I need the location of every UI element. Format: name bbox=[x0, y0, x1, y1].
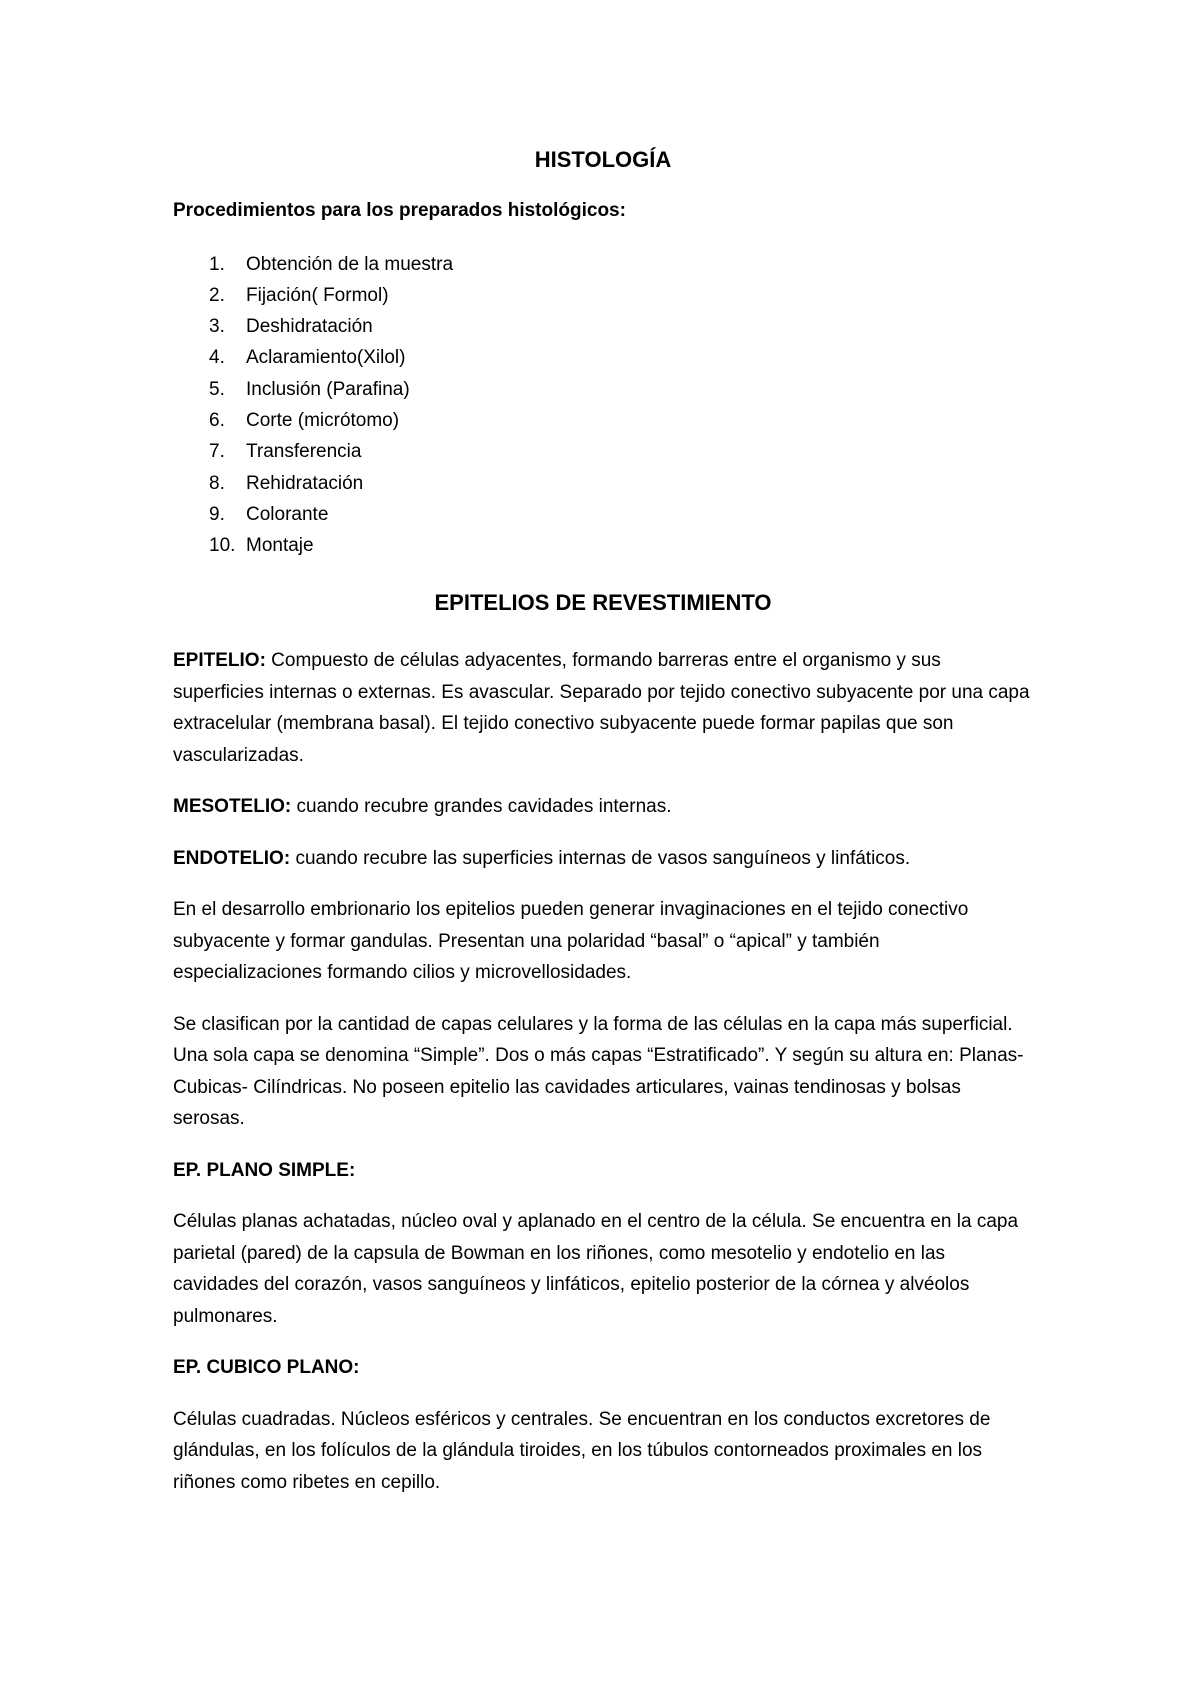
mesotelio-paragraph bbox=[173, 791, 1033, 823]
list-item-number: 4. bbox=[209, 347, 225, 369]
list-item bbox=[173, 436, 1033, 467]
epitelio-paragraph bbox=[173, 645, 1033, 771]
document-page bbox=[173, 140, 1033, 1498]
list-item-number: 2. bbox=[209, 284, 225, 306]
mesotelio-term: MESOTELIO: bbox=[173, 796, 292, 818]
list-item bbox=[173, 374, 1033, 405]
list-item-number: 8. bbox=[209, 472, 225, 494]
list-item bbox=[173, 468, 1033, 499]
list-item bbox=[173, 405, 1033, 436]
list-item-number: 6. bbox=[209, 409, 225, 431]
plano-simple-heading: EP. PLANO SIMPLE: bbox=[173, 1159, 356, 1181]
list-item-text: Montaje bbox=[246, 535, 314, 557]
document-title: HISTOLOGÍA bbox=[534, 147, 672, 172]
mesotelio-text: cuando recubre grandes cavidades internas. bbox=[291, 796, 672, 818]
list-item-number: 3. bbox=[209, 316, 225, 338]
list-item bbox=[173, 342, 1033, 373]
list-item bbox=[173, 280, 1033, 311]
list-item-text: Colorante bbox=[246, 503, 329, 525]
list-item-text: Obtención de la muestra bbox=[246, 253, 454, 275]
list-item-number: 9. bbox=[209, 503, 225, 525]
endotelio-term: ENDOTELIO: bbox=[173, 847, 291, 869]
list-item-text: Rehidratación bbox=[246, 472, 364, 494]
list-item bbox=[173, 249, 1033, 280]
list-item-text: Transferencia bbox=[246, 441, 362, 463]
list-item-text: Fijación( Formol) bbox=[246, 284, 389, 306]
procedures-heading: Procedimientos para los preparados histológicos: bbox=[173, 200, 626, 221]
cubico-plano-paragraph: Células cuadradas. Núcleos esféricos y centrales. Se encuentran en los conductos excretores de glándulas, en los folículos de la glándula tiroides, en los túbulos contorneados proximales en los riñones como ribetes en cepillo. bbox=[173, 1408, 991, 1493]
endotelio-text: cuando recubre las superficies internas de vasos sanguíneos y linfáticos. bbox=[290, 847, 911, 869]
list-item bbox=[173, 311, 1033, 342]
list-item-number: 5. bbox=[209, 378, 225, 400]
list-item-number: 10. bbox=[209, 535, 236, 557]
list-item bbox=[173, 530, 1033, 561]
list-item-number: 1. bbox=[209, 253, 225, 275]
cubico-plano-heading: EP. CUBICO PLANO: bbox=[173, 1357, 360, 1379]
epitelio-text: Compuesto de células adyacentes, formando barreras entre el organismo y sus superficies internas o externas. Es avascular. Separado por tejido conectivo subyacente por una capa extracelular (membrana basal). El tejido conectivo subyacente puede formar papilas que son vascularizadas. bbox=[173, 650, 1030, 766]
list-item-text: Inclusión (Parafina) bbox=[246, 378, 410, 400]
list-item-text: Aclaramiento(Xilol) bbox=[246, 347, 406, 369]
desarrollo-paragraph: En el desarrollo embrionario los epitelios pueden generar invaginaciones en el tejido conectivo subyacente y formar gandulas. Presentan una polaridad “basal” o “apical” y también especializaciones formando cilios y microvellosidades. bbox=[173, 899, 969, 984]
list-item-number: 7. bbox=[209, 441, 225, 463]
list-item-text: Corte (micrótomo) bbox=[246, 409, 400, 431]
endotelio-paragraph bbox=[173, 843, 1033, 875]
clasificacion-paragraph: Se clasifican por la cantidad de capas celulares y la forma de las células en la capa más superficial. Una sola capa se denomina “Simple”. Dos o más capas “Estratificado”. Y según su altura en: Planas- Cubicas- Cilíndricas. No poseen epitelio las cavidades articulares, vainas tendinosas y bolsas serosas. bbox=[173, 1013, 1024, 1130]
list-item-text: Deshidratación bbox=[246, 316, 373, 338]
list-item bbox=[173, 499, 1033, 530]
section-title: EPITELIOS DE REVESTIMIENTO bbox=[434, 590, 772, 616]
plano-simple-paragraph: Células planas achatadas, núcleo oval y aplanado en el centro de la célula. Se encuentra en la capa parietal (pared) de la capsula de Bowman en los riñones, como mesotelio y endotelio en las cavidades del corazón, vasos sanguíneos y linfáticos, epitelio posterior de la córnea y alvéolos pulmonares. bbox=[173, 1211, 1019, 1327]
procedures-list bbox=[173, 249, 1033, 562]
epitelio-term: EPITELIO: bbox=[173, 650, 266, 672]
